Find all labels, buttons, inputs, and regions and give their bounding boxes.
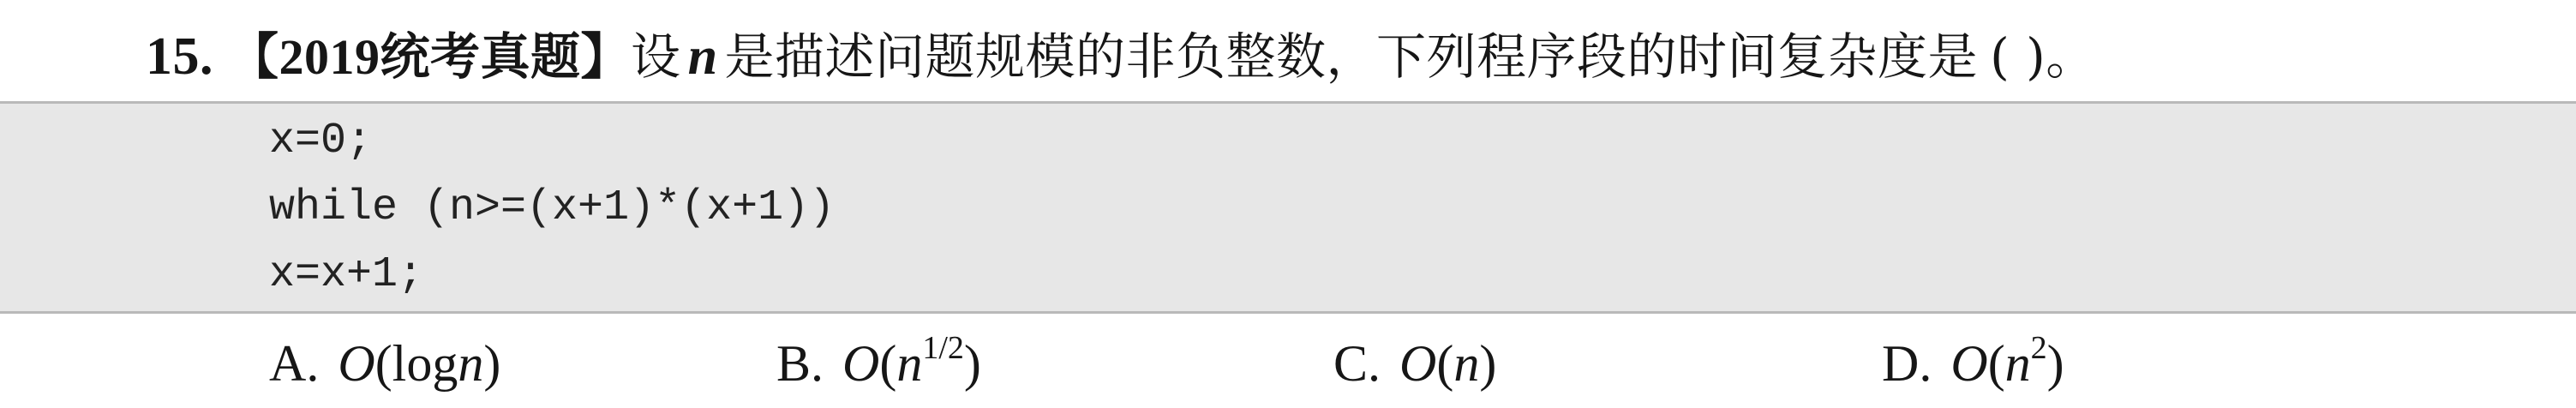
option-a-letter: A. [269, 335, 320, 392]
option-d[interactable] [1882, 329, 2064, 398]
option-b[interactable] [776, 329, 981, 398]
stem-text-after: 是描述问题规模的非负整数，下列程序段的时间复杂度是 [724, 27, 1979, 86]
option-c-formula: O(n) [1399, 335, 1497, 392]
source-year: 2019 [279, 29, 380, 85]
answer-options [0, 329, 2576, 398]
option-a[interactable] [269, 329, 500, 398]
code-line-1: x=0; [269, 117, 373, 165]
stem-variable: n [687, 27, 718, 86]
option-d-letter: D. [1882, 335, 1932, 392]
code-line-3: x=x+1; [269, 250, 424, 299]
source-bracket-open: 【 [229, 27, 279, 86]
option-b-letter: B. [776, 335, 824, 392]
question-number: 15. [146, 27, 213, 86]
stem-text-before: 设 [631, 27, 681, 86]
source-tag: 统考真题 [380, 27, 581, 86]
option-c-letter: C. [1333, 335, 1381, 392]
option-d-formula: $O(n^2)$ [1950, 330, 2064, 392]
option-b-formula: $O(n^{1/2})$ [842, 330, 981, 392]
option-a-formula: O(logn) [338, 335, 501, 392]
code-block [0, 101, 2576, 314]
source-bracket-close: 】 [580, 27, 632, 86]
question-stem [146, 22, 2562, 91]
code-line-2: while (n>=(x+1)*(x+1)) [269, 183, 836, 232]
answer-blank: ( )。 [1990, 27, 2096, 86]
option-c[interactable] [1333, 329, 1496, 398]
